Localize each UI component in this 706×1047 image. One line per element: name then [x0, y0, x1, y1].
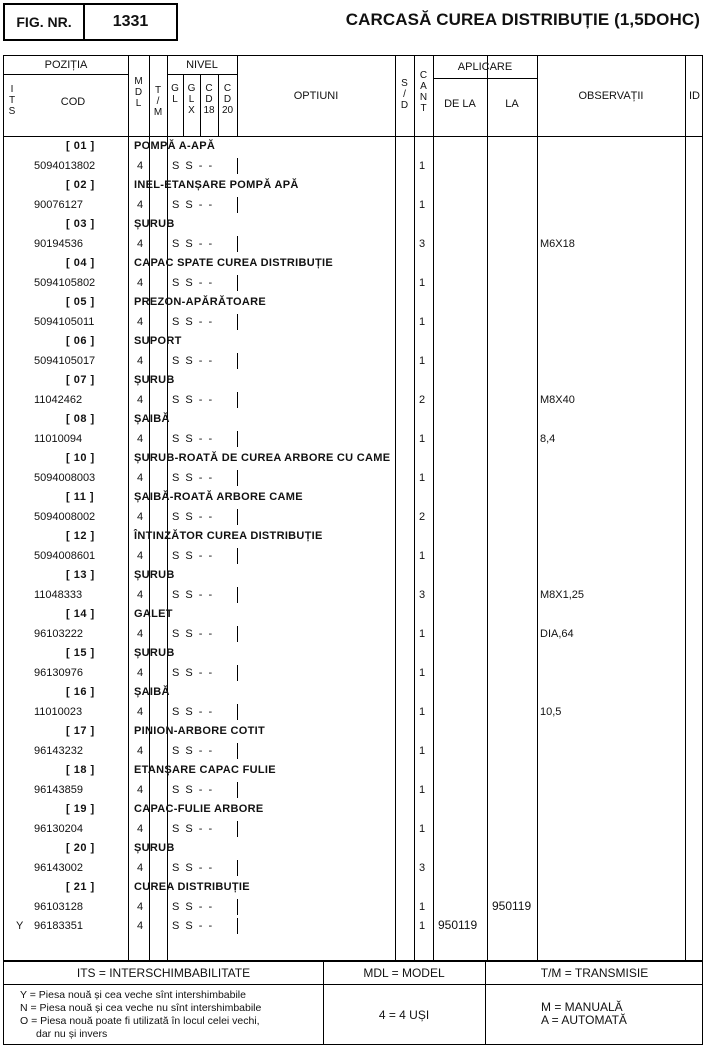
part-code: 96130976 — [34, 666, 83, 679]
column-tick — [167, 782, 168, 798]
mdl-cell: 4 — [137, 237, 144, 250]
observation-cell: 10,5 — [540, 705, 562, 718]
legend-its-line: dar nu și invers — [36, 1028, 108, 1040]
mdl-cell: 4 — [137, 588, 144, 601]
header-nivel: NIVEL — [186, 59, 218, 71]
quantity-cell: 1 — [419, 705, 426, 718]
part-name: PINION-ARBORE COTIT — [134, 725, 265, 737]
part-name: PREZON-APĂRĂTOARE — [134, 296, 267, 308]
mdl-cell: 4 — [137, 315, 144, 328]
part-code: 90194536 — [34, 237, 83, 250]
position-number: [ 19 ] — [66, 803, 95, 815]
item-heading-row — [4, 292, 704, 312]
mdl-cell: 4 — [137, 549, 144, 562]
table-row — [4, 897, 704, 917]
column-tick — [149, 548, 150, 564]
page-title: CARCASĂ CUREA DISTRIBUȚIE (1,5DOHC) — [345, 10, 700, 29]
column-tick — [167, 704, 168, 720]
part-code: 11042462 — [34, 393, 83, 406]
column-tick — [167, 197, 168, 213]
part-name: ȘURUB — [134, 218, 175, 230]
level-flags: S S - - — [172, 510, 214, 523]
column-tick — [237, 158, 238, 174]
part-name: POMPĂ A-APĂ — [134, 140, 216, 152]
column-tick — [149, 470, 150, 486]
column-tick — [167, 743, 168, 759]
quantity-cell: 1 — [419, 666, 426, 679]
header-nivel-cd20: C D 20 — [221, 83, 234, 116]
item-heading-row — [4, 721, 704, 741]
item-heading-row — [4, 370, 704, 390]
part-code: 5094105011 — [34, 315, 95, 328]
position-number: [ 21 ] — [66, 881, 95, 893]
part-name: INEL-ETANȘARE POMPĂ APĂ — [134, 179, 299, 191]
mdl-cell: 4 — [137, 471, 144, 484]
observation-cell: M6X18 — [540, 237, 575, 250]
item-heading-row — [4, 838, 704, 858]
part-code: 96183351 — [34, 920, 83, 932]
column-tick — [167, 509, 168, 525]
header-divider — [433, 78, 537, 79]
column-tick — [149, 353, 150, 369]
table-row — [4, 702, 704, 722]
item-heading-row — [4, 214, 704, 234]
column-tick — [237, 431, 238, 447]
table-row — [4, 916, 704, 936]
header-nivel-cd18: C D 18 — [203, 83, 215, 116]
level-flags: S S - - — [172, 705, 214, 718]
mdl-cell: 4 — [137, 783, 144, 796]
position-number: [ 18 ] — [66, 764, 95, 776]
column-tick — [149, 587, 150, 603]
column-tick — [237, 548, 238, 564]
part-code: 11048333 — [34, 588, 83, 601]
column-tick — [167, 314, 168, 330]
level-flags: S S - - — [172, 861, 214, 874]
figure-number: 1331 — [112, 13, 149, 30]
quantity-cell: 1 — [419, 315, 426, 328]
position-number: [ 13 ] — [66, 569, 95, 581]
level-flags: S S - - — [172, 627, 214, 640]
column-tick — [167, 392, 168, 408]
part-code: 11010023 — [34, 705, 83, 718]
observation-cell: M8X1,25 — [540, 588, 585, 601]
header-cant: C A N T — [419, 70, 428, 114]
column-tick — [237, 704, 238, 720]
part-name: SUPORT — [134, 335, 182, 347]
quantity-cell: 1 — [419, 920, 426, 932]
mdl-cell: 4 — [137, 276, 144, 289]
legend-its-title: ITS = INTERSCHIMBABILITATE — [76, 966, 251, 980]
item-heading-row — [4, 487, 704, 507]
table-row — [4, 546, 704, 566]
column-tick — [167, 665, 168, 681]
table-row — [4, 156, 704, 176]
column-tick — [237, 392, 238, 408]
part-name: ȘURUB-ROATĂ DE CUREA ARBORE CU CAME — [134, 452, 391, 464]
part-name: ȘAIBĂ — [134, 413, 170, 425]
level-flags: S S - - — [172, 549, 214, 562]
from-date-cell: 950119 — [438, 918, 478, 932]
level-flags: S S - - — [172, 198, 214, 211]
item-heading-row — [4, 526, 704, 546]
mdl-cell: 4 — [137, 432, 144, 445]
level-flags: S S - - — [172, 822, 214, 835]
column-tick — [237, 275, 238, 291]
legend — [3, 961, 703, 1045]
quantity-cell: 1 — [419, 627, 426, 640]
header-pozitia: POZIȚIA — [44, 59, 88, 71]
column-tick — [167, 918, 168, 934]
header-nivel-gl: G L — [171, 83, 179, 105]
item-heading-row — [4, 877, 704, 897]
quantity-cell: 3 — [419, 237, 426, 250]
mdl-cell: 4 — [137, 198, 144, 211]
header-divider — [4, 74, 128, 75]
position-number: [ 07 ] — [66, 374, 95, 386]
level-flags: S S - - — [172, 783, 214, 796]
table-row — [4, 468, 704, 488]
table-row — [4, 624, 704, 644]
column-tick — [149, 431, 150, 447]
observation-cell: DIA,64 — [540, 627, 574, 640]
part-code: 96103222 — [34, 627, 83, 640]
column-tick — [149, 782, 150, 798]
quantity-cell: 1 — [419, 276, 426, 289]
table-row — [4, 858, 704, 878]
part-name: ȘURUB — [134, 842, 175, 854]
position-number: [ 16 ] — [66, 686, 95, 698]
item-heading-row — [4, 799, 704, 819]
quantity-cell: 1 — [419, 549, 426, 562]
position-number: [ 01 ] — [66, 140, 95, 152]
legend-top-line — [4, 961, 702, 962]
column-tick — [149, 665, 150, 681]
position-number: [ 11 ] — [66, 491, 95, 503]
table-row — [4, 819, 704, 839]
position-number: [ 02 ] — [66, 179, 95, 191]
figure-number-box — [3, 3, 178, 41]
part-code: 11010094 — [34, 432, 83, 445]
column-tick — [167, 158, 168, 174]
column-tick — [149, 704, 150, 720]
column-tick — [237, 899, 238, 915]
table-row — [4, 273, 704, 293]
mdl-cell: 4 — [137, 705, 144, 718]
observation-cell: 8,4 — [540, 432, 556, 445]
parts-table — [3, 55, 703, 961]
column-tick — [237, 626, 238, 642]
column-tick — [149, 626, 150, 642]
level-flags: S S - - — [172, 588, 214, 601]
level-flags: S S - - — [172, 315, 214, 328]
header-la: LA — [505, 98, 519, 110]
column-tick — [167, 587, 168, 603]
header-observatii: OBSERVAȚII — [578, 90, 644, 102]
quantity-cell: 2 — [419, 510, 426, 523]
part-name: ȘURUB — [134, 374, 175, 386]
header-id: ID — [689, 90, 700, 102]
table-row — [4, 429, 704, 449]
quantity-cell: 1 — [419, 198, 426, 211]
mdl-cell: 4 — [137, 393, 144, 406]
item-heading-row — [4, 409, 704, 429]
level-flags: S S - - — [172, 393, 214, 406]
column-tick — [237, 353, 238, 369]
part-code: 96130204 — [34, 822, 83, 835]
part-name: ȘURUB — [134, 569, 175, 581]
column-tick — [149, 275, 150, 291]
table-row — [4, 780, 704, 800]
position-number: [ 14 ] — [66, 608, 95, 620]
column-tick — [237, 470, 238, 486]
quantity-cell: 1 — [419, 783, 426, 796]
column-tick — [237, 860, 238, 876]
its-cell: Y — [16, 920, 24, 932]
table-row — [4, 390, 704, 410]
part-code: 90076127 — [34, 198, 83, 211]
part-code: 5094008601 — [34, 549, 96, 562]
column-tick — [237, 314, 238, 330]
column-tick — [149, 918, 150, 934]
mdl-cell: 4 — [137, 920, 144, 932]
legend-its-line: O = Piesa nouă poate fi utilizată în locul celei vechi, — [20, 1015, 260, 1027]
mdl-cell: 4 — [137, 900, 144, 913]
table-row — [4, 195, 704, 215]
position-number: [ 08 ] — [66, 413, 95, 425]
quantity-cell: 1 — [419, 900, 426, 913]
quantity-cell: 1 — [419, 822, 426, 835]
part-code: 96143232 — [34, 744, 83, 757]
column-tick — [237, 197, 238, 213]
column-tick — [237, 918, 238, 934]
level-flags: S S - - — [172, 159, 214, 172]
mdl-cell: 4 — [137, 510, 144, 523]
figure-label: FIG. NR. — [5, 5, 85, 39]
column-tick — [237, 782, 238, 798]
level-flags: S S - - — [172, 666, 214, 679]
item-heading-row — [4, 604, 704, 624]
level-flags: S S - - — [172, 471, 214, 484]
column-tick — [167, 275, 168, 291]
column-tick — [149, 197, 150, 213]
column-tick — [149, 743, 150, 759]
level-flags: S S - - — [172, 354, 214, 367]
observation-cell: M8X40 — [540, 393, 575, 406]
item-heading-row — [4, 760, 704, 780]
quantity-cell: 1 — [419, 432, 426, 445]
quantity-cell: 3 — [419, 588, 426, 601]
part-name: ETANȘARE CAPAC FULIE — [134, 764, 276, 776]
part-name: CAPAC-FULIE ARBORE — [134, 803, 264, 815]
position-number: [ 10 ] — [66, 452, 95, 464]
column-tick — [237, 665, 238, 681]
part-name: CUREA DISTRIBUȚIE — [134, 881, 250, 893]
quantity-cell: 1 — [419, 354, 426, 367]
legend-divider — [4, 984, 702, 985]
mdl-cell: 4 — [137, 822, 144, 835]
mdl-cell: 4 — [137, 627, 144, 640]
legend-tm-line: M = MANUALĂ — [541, 1000, 623, 1014]
item-heading-row — [4, 331, 704, 351]
part-name: CAPAC SPATE CUREA DISTRIBUȚIE — [134, 257, 333, 269]
part-code: 5094008002 — [34, 510, 96, 523]
position-number: [ 06 ] — [66, 335, 95, 347]
part-name: ȘAIBĂ-ROATĂ ARBORE CAME — [134, 491, 303, 503]
item-heading-row — [4, 682, 704, 702]
table-body — [4, 136, 704, 936]
header-nivel-glx: G L X — [187, 83, 196, 116]
header-optiuni: OPTIUNI — [293, 90, 339, 102]
column-tick — [237, 509, 238, 525]
column-tick — [237, 587, 238, 603]
part-code: 5094008003 — [34, 471, 96, 484]
header-sd: S / D — [400, 78, 409, 111]
header-de-la: DE LA — [444, 98, 476, 110]
part-name: ÎNTINZĂTOR CUREA DISTRIBUȚIE — [134, 530, 323, 542]
column-tick — [167, 860, 168, 876]
item-heading-row — [4, 448, 704, 468]
column-tick — [149, 899, 150, 915]
position-number: [ 03 ] — [66, 218, 95, 230]
quantity-cell: 1 — [419, 744, 426, 757]
to-date-cell: 950119 — [492, 898, 532, 913]
header-its: I T S — [8, 84, 16, 117]
legend-its-line: N = Piesa nouă și cea veche nu sînt intershimbabile — [20, 1002, 262, 1014]
part-code: 96143859 — [34, 783, 83, 796]
column-tick — [167, 431, 168, 447]
column-tick — [167, 899, 168, 915]
level-flags: S S - - — [172, 744, 214, 757]
position-number: [ 05 ] — [66, 296, 95, 308]
column-tick — [149, 392, 150, 408]
table-row — [4, 741, 704, 761]
column-tick — [167, 626, 168, 642]
mdl-cell: 4 — [137, 354, 144, 367]
legend-mdl-value: 4 = 4 UȘI — [378, 1008, 430, 1022]
column-tick — [149, 509, 150, 525]
header-tm: T / M — [153, 85, 163, 118]
legend-its-line: Y = Piesa nouă și cea veche sînt intershimbabile — [20, 989, 246, 1001]
table-row — [4, 663, 704, 683]
table-row — [4, 234, 704, 254]
mdl-cell: 4 — [137, 861, 144, 874]
mdl-cell: 4 — [137, 159, 144, 172]
header-cod: COD — [60, 96, 86, 108]
part-name: ȘURUB — [134, 647, 175, 659]
level-flags: S S - - — [172, 237, 214, 250]
legend-tm-title: T/M = TRANSMISIE — [540, 966, 649, 980]
column-tick — [149, 158, 150, 174]
level-flags: S S - - — [172, 276, 214, 289]
part-code: 96103128 — [34, 900, 83, 913]
part-code: 5094013802 — [34, 159, 96, 172]
position-number: [ 15 ] — [66, 647, 95, 659]
position-number: [ 12 ] — [66, 530, 95, 542]
column-tick — [149, 860, 150, 876]
level-flags: S S - - — [172, 900, 214, 913]
table-row — [4, 585, 704, 605]
column-tick — [149, 821, 150, 837]
table-row — [4, 312, 704, 332]
column-tick — [167, 548, 168, 564]
position-number: [ 04 ] — [66, 257, 95, 269]
legend-tm-line: A = AUTOMATĂ — [541, 1013, 627, 1027]
part-code: 5094105017 — [34, 354, 96, 367]
column-tick — [237, 236, 238, 252]
legend-mdl-title: MDL = MODEL — [363, 966, 445, 980]
column-tick — [167, 821, 168, 837]
item-heading-row — [4, 565, 704, 585]
mdl-cell: 4 — [137, 666, 144, 679]
column-tick — [167, 470, 168, 486]
item-heading-row — [4, 175, 704, 195]
column-tick — [237, 743, 238, 759]
item-heading-row — [4, 136, 704, 156]
column-tick — [237, 821, 238, 837]
quantity-cell: 1 — [419, 471, 426, 484]
item-heading-row — [4, 253, 704, 273]
position-number: [ 17 ] — [66, 725, 95, 737]
column-tick — [167, 236, 168, 252]
header-divider — [167, 74, 237, 75]
level-flags: S S - - — [172, 432, 214, 445]
header-aplicare: APLICARE — [457, 61, 513, 73]
level-flags: S S - - — [172, 920, 214, 932]
item-heading-row — [4, 643, 704, 663]
table-row — [4, 351, 704, 371]
table-row — [4, 507, 704, 527]
column-tick — [149, 236, 150, 252]
part-name: GALET — [134, 608, 173, 620]
quantity-cell: 3 — [419, 861, 426, 874]
part-name: ȘAIBĂ — [134, 686, 170, 698]
part-code: 96143002 — [34, 861, 83, 874]
mdl-cell: 4 — [137, 744, 144, 757]
quantity-cell: 2 — [419, 393, 426, 406]
column-tick — [149, 314, 150, 330]
position-number: [ 20 ] — [66, 842, 95, 854]
quantity-cell: 1 — [419, 159, 426, 172]
part-code: 5094105802 — [34, 276, 96, 289]
header-mdl: M D L — [134, 76, 143, 109]
column-tick — [167, 353, 168, 369]
